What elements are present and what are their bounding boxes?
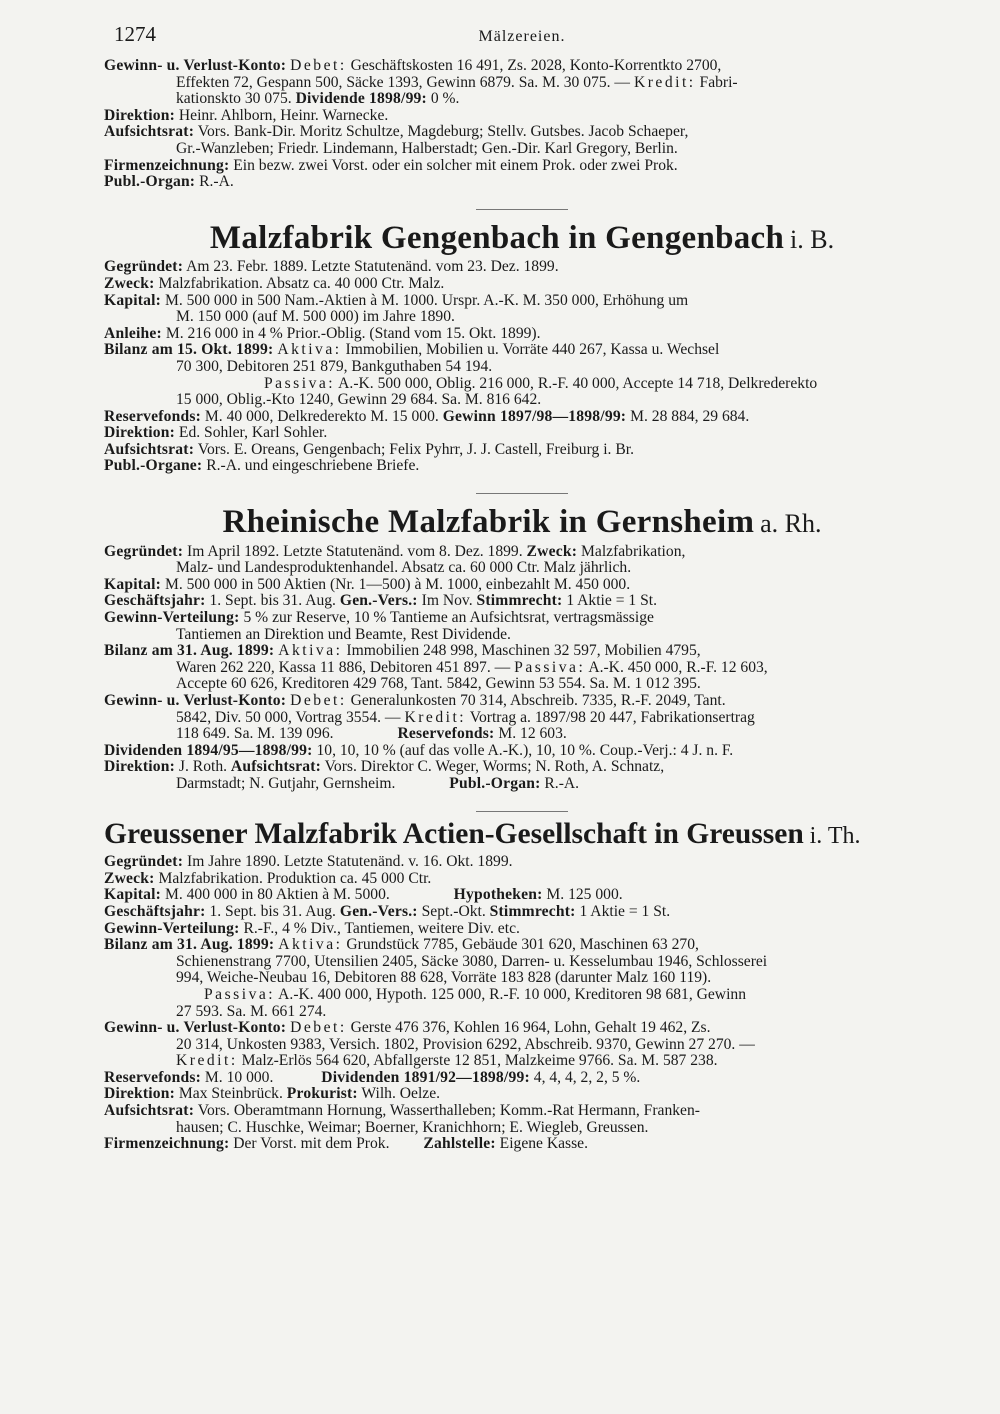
- entry-line: Dividenden 1894/95—1898/99: 10, 10, 10 % (auf das volle A.-K.), 10, 10 %. Coup.-Verj.: 4 J. n. F.: [104, 741, 734, 759]
- entry-line: Aufsichtsrat: Vors. Oberamtmann Hornung, Wasserthalleben; Komm.-Rat Hermann, Franken-: [104, 1102, 700, 1120]
- entry-line: Schienenstrang 7700, Utensilien 2405, Säcke 3080, Darren- u. Kesselumbau 1946, Schlosserei: [176, 952, 768, 970]
- entry-line: Zweck: Malzfabrikation. Absatz ca. 40 000 Ctr. Malz.: [104, 274, 445, 292]
- entry-line: 994, Weiche-Neubau 16, Debitoren 88 628, Vorräte 183 828 (darunter Malz 160 119).: [176, 969, 712, 987]
- entry-line: Aufsichtsrat: Vors. Bank-Dir. Moritz Schultze, Magdeburg; Stellv. Gutsbes. Jacob Schaeper,: [104, 123, 689, 141]
- entry-line: Direktion: Max Steinbrück. Prokurist: Wilh. Oelze.: [104, 1085, 441, 1103]
- entry-line: Direktion: J. Roth. Aufsichtsrat: Vors. Direktor C. Weger, Worms; N. Roth, A. Schnatz,: [104, 758, 665, 776]
- entry-line: Firmenzeichnung: Ein bezw. zwei Vorst. oder ein solcher mit einem Prok. oder zwei Prok.: [104, 156, 678, 174]
- entry-line: Kapital: M. 500 000 in 500 Nam.-Aktien à M. 1000. Urspr. A.-K. M. 350 000, Erhöhung um: [104, 291, 689, 309]
- section-divider: [476, 493, 568, 494]
- entry-line: Direktion: Heinr. Ahlborn, Heinr. Warnecke.: [104, 106, 389, 124]
- entry-line: Gewinn-Verteilung: 5 % zur Reserve, 10 % Tantieme an Aufsichtsrat, vertragsmässige: [104, 609, 654, 627]
- section-divider: [476, 811, 568, 812]
- entry-line: Kapital: M. 500 000 in 500 Aktien (Nr. 1—500) à M. 1000, einbezahlt M. 450 000.: [104, 575, 631, 593]
- running-title: Mälzereien.: [478, 28, 566, 45]
- entry-line: Reservefonds: M. 10 000. Dividenden 1891/92—1898/99: 4, 4, 4, 2, 2, 5 %.: [104, 1068, 641, 1086]
- entry-malzfabrik-gengenbach: [104, 219, 940, 475]
- entry-line: Bilanz am 31. Aug. 1899: Aktiva: Immobilien 248 998, Maschinen 32 597, Mobilien 4795,: [104, 642, 701, 660]
- entry-greussener-malzfabrik: [104, 817, 940, 1153]
- entry-line: 27 593. Sa. M. 661 274.: [176, 1002, 327, 1020]
- entry-line: Anleihe: M. 216 000 in 4 % Prior.-Oblig. (Stand vom 15. Okt. 1899).: [104, 324, 541, 342]
- entry-line: Effekten 72, Gespann 500, Säcke 1393, Gewinn 6879. Sa. M. 30 075. — Kredit: Fabri-: [176, 73, 738, 91]
- entry-title: Greussener Malzfabrik Actien-Gesellschaft in Greussen i. Th.: [104, 817, 861, 850]
- page-header: [104, 0, 940, 58]
- entry-line: Gewinn- u. Verlust-Konto: Debet: Generalunkosten 70 314, Abschreib. 7335, R.-F. 2049, Tant.: [104, 692, 726, 709]
- entry-line: hausen; C. Huschke, Weimar; Boerner, Kranichhorn; E. Wiegleb, Greussen.: [176, 1118, 649, 1136]
- entry-line: Tantiemen an Direktion und Beamte, Rest Dividende.: [176, 625, 511, 643]
- entry-line: Gegründet: Im Jahre 1890. Letzte Statutenänd. v. 16. Okt. 1899.: [104, 853, 513, 871]
- entry-line: Malz- und Landesproduktenhandel. Absatz ca. 60 000 Ctr. Malz jährlich.: [176, 559, 632, 577]
- entry-line: Aufsichtsrat: Vors. E. Oreans, Gengenbach; Felix Pyhrr, J. J. Castell, Freiburg i. Br.: [104, 440, 634, 458]
- entry-line: Waren 262 220, Kassa 11 886, Debitoren 451 897. — Passiva: A.-K. 450 000, R.-F. 12 603,: [176, 658, 768, 676]
- entry-line: 5842, Div. 50 000, Vortrag 3554. — Kredit: Vortrag a. 1897/98 20 447, Fabrikationsertrag: [176, 708, 755, 726]
- entry-line: 118 649. Sa. M. 139 096. Reservefonds: M. 12 603.: [176, 725, 567, 743]
- entry-title: Rheinische Malzfabrik in Gernsheim a. Rh.: [222, 504, 822, 541]
- entry-line: Reservefonds: M. 40 000, Delkrederekto M. 15 000. Gewinn 1897/98—1898/99: M. 28 884, 29 684.: [104, 407, 750, 425]
- section-divider: [476, 209, 568, 210]
- entry-rheinische-malzfabrik: [104, 504, 940, 793]
- page-number: 1274: [114, 22, 156, 46]
- entry-line: Darmstadt; N. Gutjahr, Gernsheim. Publ.-Organ: R.-A.: [176, 774, 580, 792]
- entry-line: Passiva: A.-K. 400 000, Hypoth. 125 000, R.-F. 10 000, Kreditoren 98 681, Gewinn: [204, 985, 746, 1003]
- entry-line: Geschäftsjahr: 1. Sept. bis 31. Aug. Gen.-Vers.: Sept.-Okt. Stimmrecht: 1 Aktie = 1 St.: [104, 902, 671, 920]
- entry-line: Accepte 60 626, Kreditoren 429 768, Tant. 5842, Gewinn 53 554. Sa. M. 1 012 395.: [176, 675, 701, 693]
- entry-line: M. 150 000 (auf M. 500 000) im Jahre 1890.: [176, 308, 455, 326]
- entry-title: Malzfabrik Gengenbach in Gengenbach i. B.: [209, 219, 835, 256]
- entry-line: Gewinn- u. Verlust-Konto: Debet: Geschäftskosten 16 491, Zs. 2028, Konto-Korrentkto 2700,: [104, 57, 722, 74]
- entry-line: 20 314, Unkosten 9383, Versich. 1802, Provision 6292, Abschreib. 9370, Gewinn 27 270. —: [176, 1035, 755, 1053]
- entry-line: kationskto 30 075. Dividende 1898/99: 0 %.: [176, 90, 460, 108]
- entry-continuation: [104, 58, 940, 191]
- entry-line: Gegründet: Am 23. Febr. 1889. Letzte Statutenänd. vom 23. Dez. 1899.: [104, 258, 559, 276]
- entry-line: Gewinn- u. Verlust-Konto: Debet: Gerste 476 376, Kohlen 16 964, Lohn, Gehalt 19 462, Zs.: [104, 1019, 711, 1037]
- entry-line: Bilanz am 31. Aug. 1899: Aktiva: Grundstück 7785, Gebäude 301 620, Maschinen 63 270,: [104, 936, 699, 954]
- entry-line: Passiva: A.-K. 500 000, Oblig. 216 000, R.-F. 40 000, Accepte 14 718, Delkrederekto: [264, 374, 818, 392]
- entry-line: 70 300, Debitoren 251 879, Bankguthaben 54 194.: [176, 357, 493, 375]
- entry-line: Gegründet: Im April 1892. Letzte Statutenänd. vom 8. Dez. 1899. Zweck: Malzfabrikation,: [104, 542, 686, 560]
- entry-line: Geschäftsjahr: 1. Sept. bis 31. Aug. Gen.-Vers.: Im Nov. Stimmrecht: 1 Aktie = 1 St.: [104, 592, 657, 610]
- entry-line: Kapital: M. 400 000 in 80 Aktien à M. 5000. Hypotheken: M. 125 000.: [104, 886, 623, 904]
- entry-line: 15 000, Oblig.-Kto 1240, Gewinn 29 684. Sa. M. 816 642.: [176, 391, 542, 409]
- entry-line: Gr.-Wanzleben; Friedr. Lindemann, Halberstadt; Gen.-Dir. Karl Gregory, Berlin.: [176, 139, 678, 157]
- entry-line: Direktion: Ed. Sohler, Karl Sohler.: [104, 424, 328, 442]
- entry-line: Firmenzeichnung: Der Vorst. mit dem Prok. Zahlstelle: Eigene Kasse.: [104, 1135, 589, 1153]
- entry-line: Publ.-Organe: R.-A. und eingeschriebene Briefe.: [104, 457, 420, 475]
- entry-line: Kredit: Malz-Erlös 564 620, Abfallgerste 12 851, Malzkeime 9766. Sa. M. 587 238.: [176, 1052, 718, 1070]
- entry-line: Publ.-Organ: R.-A.: [104, 173, 234, 191]
- entry-line: Zweck: Malzfabrikation. Produktion ca. 45 000 Ctr.: [104, 869, 432, 887]
- entry-line: Gewinn-Verteilung: R.-F., 4 % Div., Tantiemen, weitere Div. etc.: [104, 919, 520, 937]
- entry-line: Bilanz am 15. Okt. 1899: Aktiva: Immobilien, Mobilien u. Vorräte 440 267, Kassa u. Wechsel: [104, 341, 720, 359]
